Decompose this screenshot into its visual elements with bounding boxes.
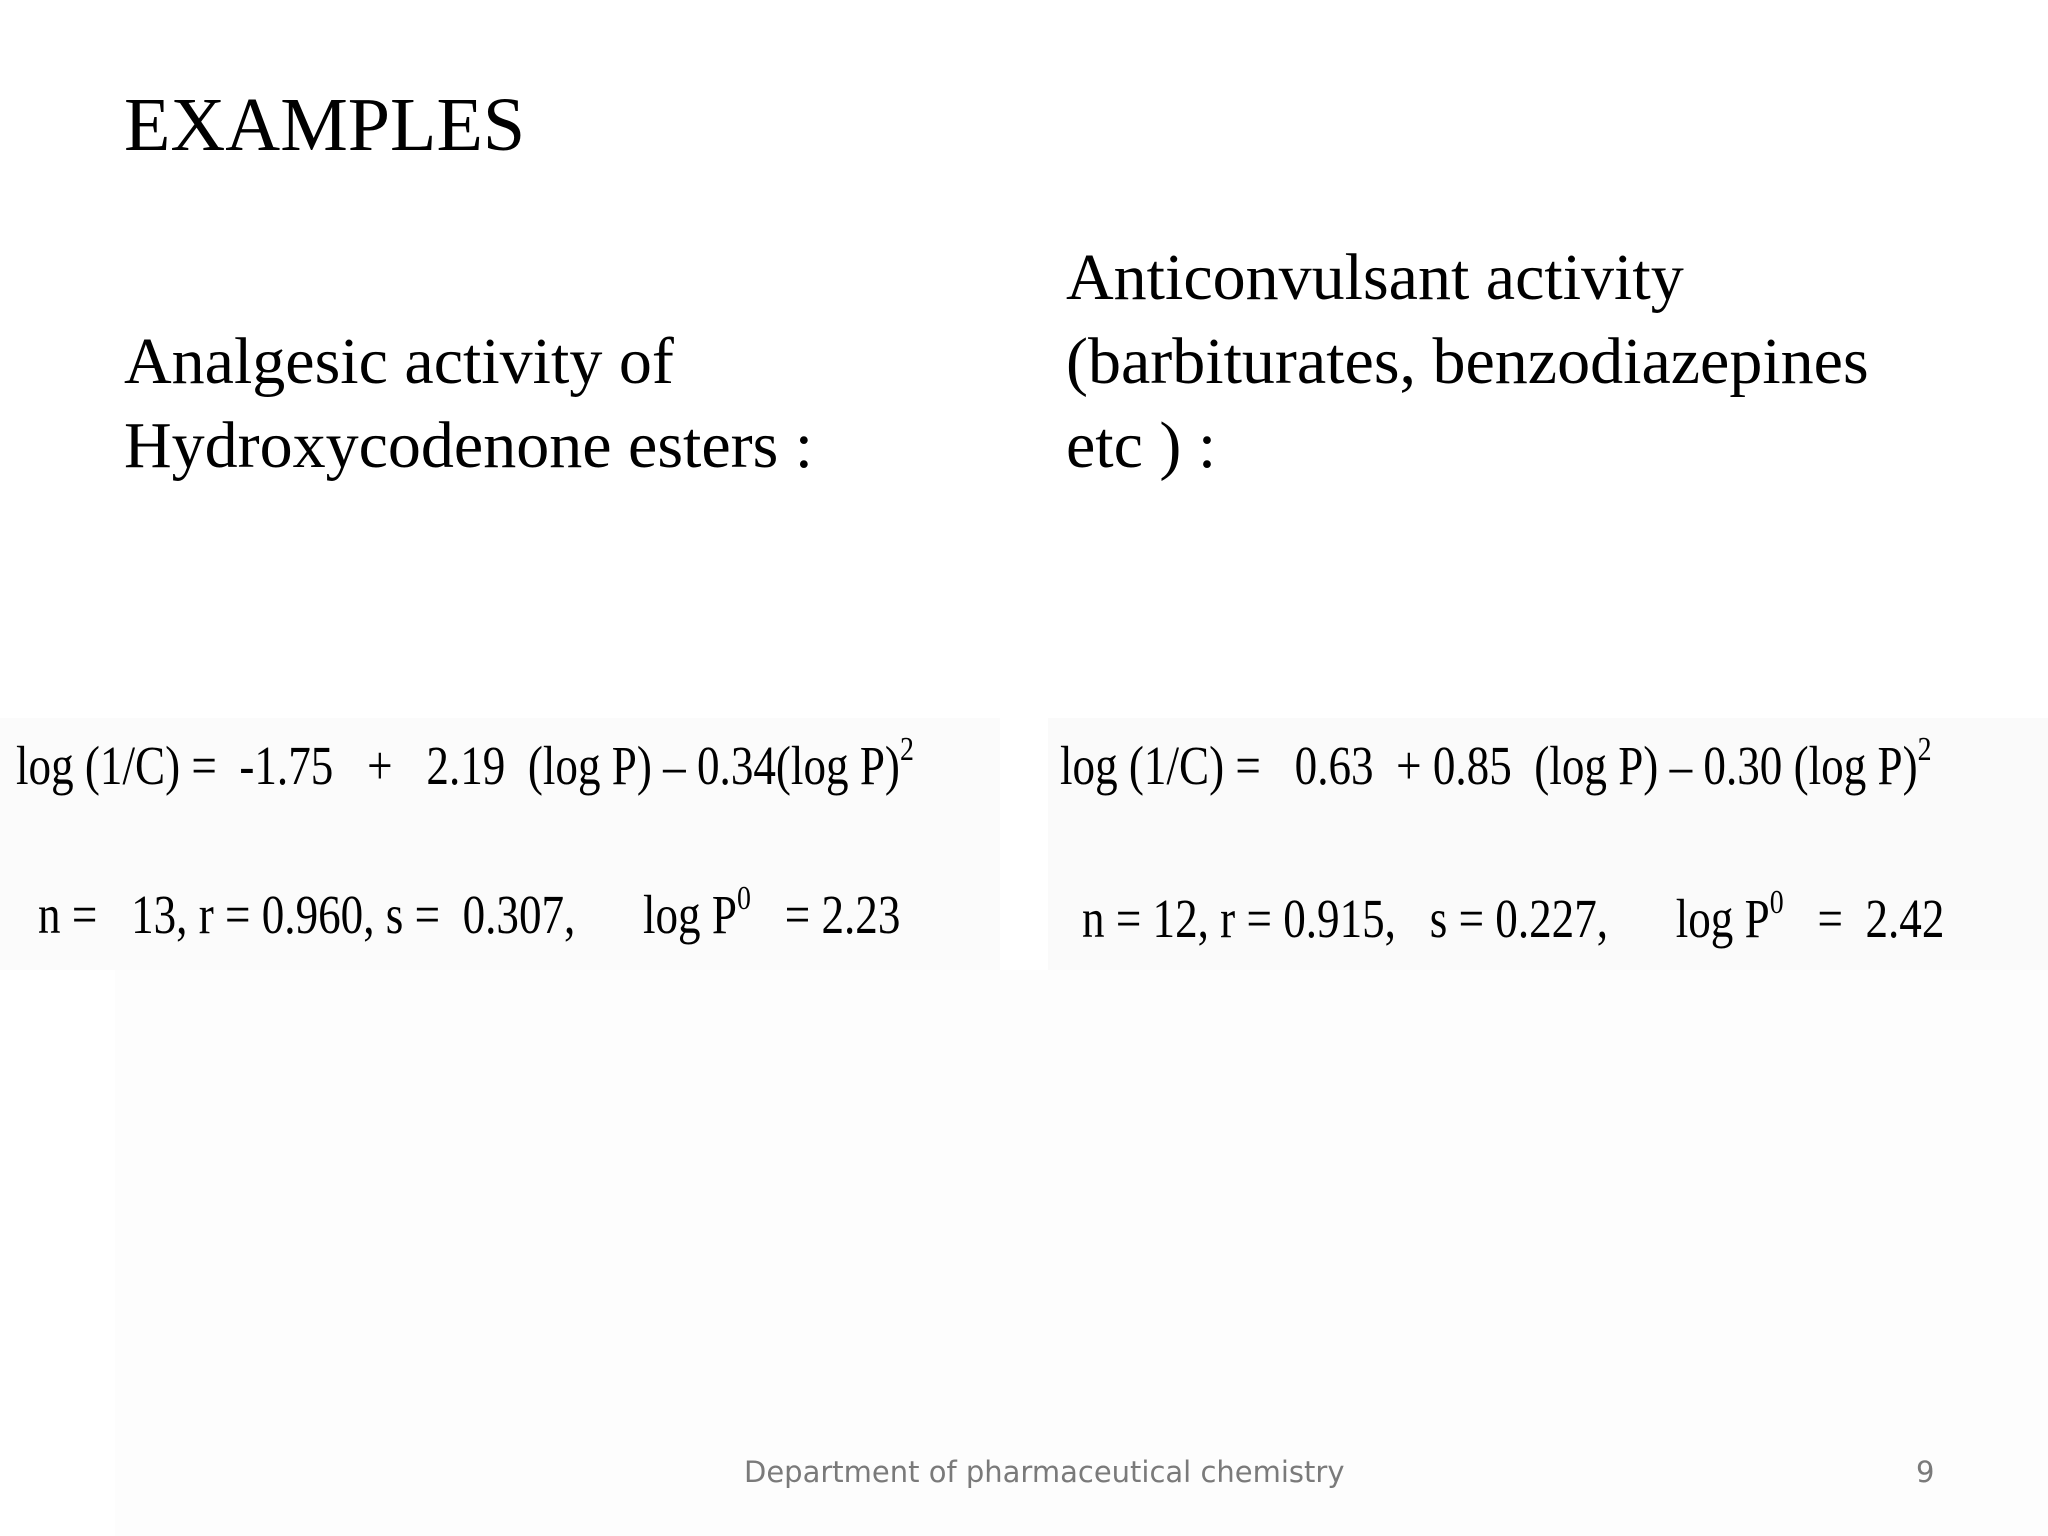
- right-equation-line-2-superscript: 0: [1769, 884, 1784, 921]
- left-heading-line-1: Analgesic activity of: [124, 325, 674, 398]
- right-heading-line-2: (barbiturates, benzodiazepines: [1066, 325, 1869, 398]
- right-equation-line-2-text: n = 12, r = 0.915, s = 0.227, log P: [1082, 888, 1770, 949]
- left-heading-line-2: Hydroxycodenone esters :: [124, 409, 814, 482]
- slide-title: EXAMPLES: [124, 83, 526, 167]
- right-equation-line-1-text: log (1/C) = 0.63 + 0.85 (log P) – 0.30 (log P): [1060, 735, 1918, 796]
- left-equation-line-1: [16, 731, 914, 801]
- left-equation-line-2-superscript: 0: [736, 880, 751, 917]
- right-heading-line-1: Anticonvulsant activity: [1066, 241, 1684, 314]
- right-heading: [1066, 236, 1869, 488]
- left-equation-line-2-text: n = 13, r = 0.960, s = 0.307, log P: [38, 884, 737, 945]
- right-heading-line-3: etc ) :: [1066, 409, 1217, 482]
- right-equation-line-2-value: = 2.42: [1783, 888, 1945, 949]
- left-equation-line-2-value: = 2.23: [750, 884, 901, 945]
- left-equation-line-1-exponent: 2: [899, 731, 914, 768]
- slide-footer: Department of pharmaceutical chemistry: [744, 1455, 1345, 1489]
- right-equation-line-2: [1082, 884, 1944, 954]
- slide-page-number: 9: [1916, 1455, 1935, 1489]
- right-equation-line-1-exponent: 2: [1917, 731, 1932, 768]
- left-equation-line-1-text: log (1/C) = -1.75 + 2.19 (log P) – 0.34(log P): [16, 735, 900, 796]
- left-heading: [124, 320, 813, 488]
- left-equation-line-2: [38, 880, 900, 950]
- right-equation-line-1: [1060, 731, 1932, 801]
